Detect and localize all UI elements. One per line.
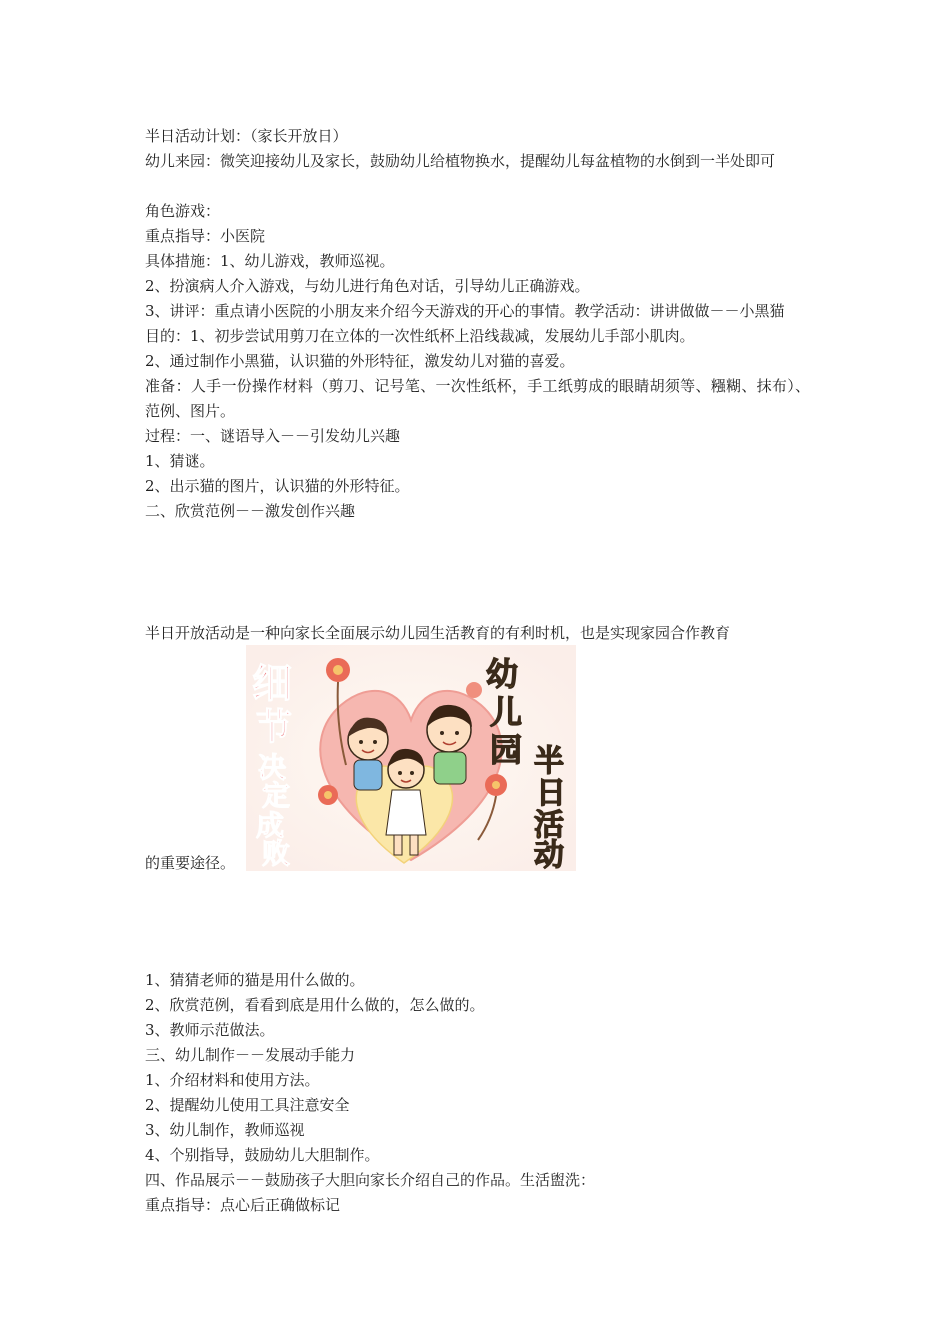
half-day-activity-illustration — [246, 645, 576, 871]
measures-step-2: 2、扮演病人介入游戏，与幼儿进行角色对话，引导幼儿正确游戏。 — [145, 277, 590, 295]
process-step-picture: 2、出示猫的图片，认识猫的外形特征。 — [145, 477, 410, 495]
role-play-heading: 角色游戏： — [145, 202, 221, 220]
activity-plan-section — [145, 124, 810, 524]
left-slogan-char-5: 成 — [256, 809, 285, 842]
arrival-paragraph: 幼儿来园：微笑迎接幼儿及家长，鼓励幼儿给植物换水，提醒幼儿每盆植物的水倒到一半处即可 — [145, 152, 776, 170]
left-slogan-char-2: 节 — [256, 707, 293, 748]
key-guidance-line: 重点指导：小医院 — [145, 227, 266, 245]
right-slogan-bottom-char-1: 半 — [534, 744, 564, 779]
step-individual-guidance: 4、个别指导，鼓励幼儿大胆制作。 — [145, 1146, 380, 1164]
measures-line: 具体措施：1、幼儿游戏，教师巡视。 — [145, 252, 395, 270]
left-slogan-char-6: 败 — [262, 837, 291, 870]
intro-paragraph-end: 的重要途径。 — [145, 854, 236, 872]
step-demonstrate: 3、教师示范做法。 — [145, 1021, 275, 1039]
left-slogan-char-3: 决 — [258, 751, 287, 784]
measures-step-3: 3、讲评：重点请小医院的小朋友来介绍今天游戏的开心的事情。教学活动：讲讲做做－－小黑猫 — [145, 302, 785, 320]
step-materials: 1、介绍材料和使用方法。 — [145, 1071, 320, 1089]
right-slogan-bottom-char-3: 活 — [534, 808, 564, 843]
goal-line-1: 目的：1、初步尝试用剪刀在立体的一次性纸杯上沿线裁减，发展幼儿手部小肌肉。 — [145, 327, 695, 345]
step-making: 3、幼儿制作，教师巡视 — [145, 1121, 305, 1139]
left-slogan-char-1: 细 — [252, 661, 292, 707]
process-step-riddle: 1、猜谜。 — [145, 452, 215, 470]
process-line-1: 过程：一、谜语导入－－引发幼儿兴趣 — [145, 427, 401, 445]
plan-title: 半日活动计划：（家长开放日） — [145, 127, 348, 145]
process-continued-section — [145, 968, 810, 1218]
process-line-4: 四、作品展示－－鼓励孩子大胆向家长介绍自己的作品。生活盥洗： — [145, 1171, 596, 1189]
intro-paragraph-start: 半日开放活动是一种向家长全面展示幼儿园生活教育的有利时机，也是实现家园合作教育 — [145, 624, 731, 642]
washing-guidance-line: 重点指导：点心后正确做标记 — [145, 1196, 341, 1214]
blank-line — [145, 174, 810, 199]
process-line-3: 三、幼儿制作－－发展动手能力 — [145, 1046, 356, 1064]
child-left — [348, 718, 388, 790]
process-line-2: 二、欣赏范例－－激发创作兴趣 — [145, 502, 356, 520]
right-slogan-bottom-char-2: 日 — [536, 776, 566, 811]
preparation-paragraph: 准备：人手一份操作材料（剪刀、记号笔、一次性纸杯，手工纸剪成的眼睛胡须等、糨糊、抹布）、范例、图片。 — [145, 377, 810, 420]
right-slogan-top-char-2: 儿 — [490, 693, 523, 731]
left-slogan — [252, 661, 292, 870]
goal-line-2: 2、通过制作小黑猫，认识猫的外形特征，激发幼儿对猫的喜爱。 — [145, 352, 575, 370]
step-appreciate: 2、欣赏范例，看看到底是用什么做的，怎么做的。 — [145, 996, 485, 1014]
child-right — [427, 705, 472, 784]
left-slogan-char-4: 定 — [262, 779, 291, 812]
right-slogan-top-char-3: 园 — [490, 731, 523, 769]
step-guess: 1、猜猜老师的猫是用什么做的。 — [145, 971, 365, 989]
right-slogan-bottom-char-4: 动 — [534, 838, 564, 871]
right-slogan-top-char-1: 幼 — [486, 655, 519, 693]
step-safety: 2、提醒幼儿使用工具注意安全 — [145, 1096, 350, 1114]
illustration-graphic — [246, 645, 576, 871]
